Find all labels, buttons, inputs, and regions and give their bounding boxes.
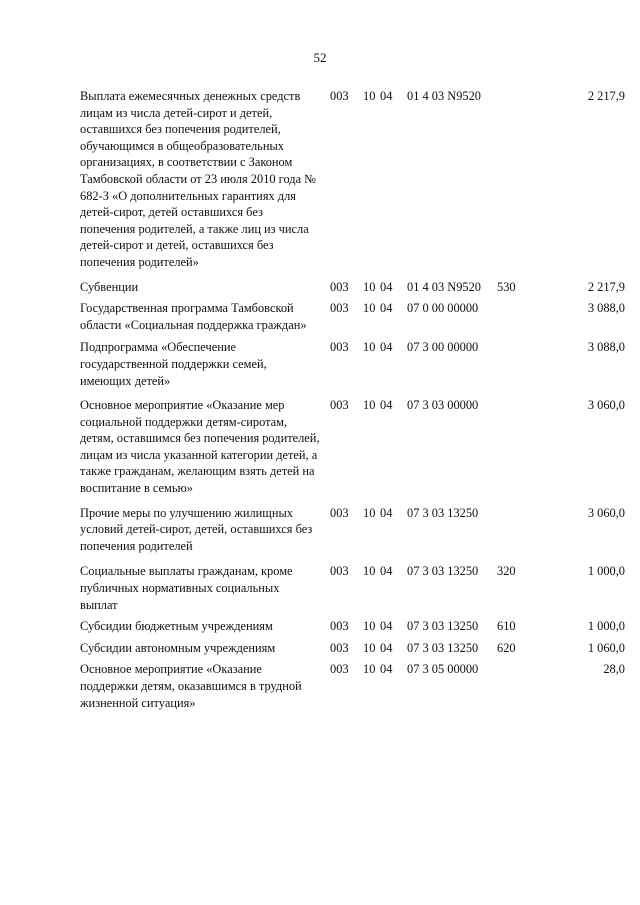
row-name: Подпрограмма «Обеспечение государственной поддержки семей, имеющих детей» (80, 340, 267, 388)
section-code: 10 (363, 301, 376, 316)
target-article-code: 01 4 03 N9520 (407, 279, 481, 294)
target-article-code: 07 3 03 13250 (407, 619, 479, 634)
table-row (80, 88, 625, 271)
ministry-code: 003 (330, 662, 349, 677)
table-row (80, 618, 625, 635)
target-article-code: 07 3 03 13250 (407, 640, 479, 655)
amount: 2 217,9 (587, 89, 625, 103)
target-article-code: 07 3 05 00000 (407, 662, 479, 677)
amount: 3 088,0 (587, 340, 625, 355)
section-code: 10 (363, 505, 376, 520)
table-row (80, 397, 625, 497)
ministry-code: 003 (330, 301, 349, 316)
table-row (80, 563, 625, 613)
target-article-code: 07 3 00 00000 (407, 340, 479, 355)
table-row (80, 300, 625, 333)
budget-table (80, 88, 625, 717)
row-name: Выплата ежемесячных денежных средств лицам из числа детей-сирот и детей, оставшихся без попечения родителей, обучающимся в общеобразовательных организациях, в соответствии с Законом Тамбовской области от 23 июля 2010 года № 682-З «О дополнительных гарантиях для детей-сирот, детей оставшихся без попечения родителей, а также лиц из числа детей-сирот и детей, оставшихся без попечения родителей» (80, 89, 317, 269)
expense-kind-code: 320 (497, 564, 516, 579)
ministry-code: 003 (330, 340, 349, 355)
subsection-code: 04 (380, 340, 393, 355)
ministry-code: 003 (330, 619, 349, 634)
ministry-code: 003 (330, 564, 349, 579)
table-row (80, 279, 625, 296)
target-article-code: 07 3 03 13250 (407, 564, 479, 579)
table-row (80, 339, 625, 389)
section-code: 10 (363, 564, 376, 579)
section-code: 10 (363, 619, 376, 634)
subsection-code: 04 (380, 279, 393, 294)
subsection-code: 04 (380, 505, 393, 520)
row-name: Основное мероприятие «Оказание поддержки детям, оказавшимся в трудной жизненной ситуация» (80, 662, 302, 710)
ministry-code: 003 (330, 640, 349, 655)
amount: 1 060,0 (587, 640, 625, 655)
table-row (80, 640, 625, 657)
table-row (80, 661, 625, 711)
subsection-code: 04 (380, 640, 393, 655)
target-article-code: 07 0 00 00000 (407, 301, 479, 316)
subsection-code: 04 (380, 398, 393, 413)
target-article-code: 07 3 03 00000 (407, 398, 479, 413)
section-code: 10 (363, 398, 376, 413)
amount: 1 000,0 (587, 564, 625, 579)
amount: 28,0 (603, 662, 625, 677)
target-article-code: 07 3 03 13250 (407, 505, 479, 520)
expense-kind-code: 620 (497, 640, 516, 655)
section-code: 10 (363, 662, 376, 677)
subsection-code: 04 (380, 89, 393, 103)
subsection-code: 04 (380, 619, 393, 634)
target-article-code: 01 4 03 N9520 (407, 89, 481, 103)
section-code: 10 (363, 640, 376, 655)
expense-kind-code: 610 (497, 619, 516, 634)
row-name: Субсидии бюджетным учреждениям (80, 619, 273, 634)
row-name: Государственная программа Тамбовской области «Социальная поддержка граждан» (80, 301, 307, 332)
row-name: Социальные выплаты гражданам, кроме публичных нормативных социальных выплат (80, 564, 293, 612)
subsection-code: 04 (380, 301, 393, 316)
ministry-code: 003 (330, 505, 349, 520)
section-code: 10 (363, 279, 376, 294)
ministry-code: 003 (330, 89, 349, 103)
amount: 3 060,0 (587, 398, 625, 413)
amount: 3 088,0 (587, 301, 625, 316)
subsection-code: 04 (380, 564, 393, 579)
section-code: 10 (363, 89, 376, 103)
subsection-code: 04 (380, 662, 393, 677)
row-name: Основное мероприятие «Оказание мер социальной поддержки детям-сиротам, детям, оставшимся без попечения родителей, лицам из числа указанной категории детей, а также гражданам, желающим взять детей на воспитание в семью» (80, 398, 320, 496)
amount: 1 000,0 (587, 619, 625, 634)
expense-kind-code: 530 (497, 279, 516, 294)
ministry-code: 003 (330, 398, 349, 413)
ministry-code: 003 (330, 279, 349, 294)
amount: 3 060,0 (587, 505, 625, 520)
page-number: 52 (313, 50, 327, 65)
amount: 2 217,9 (587, 279, 625, 294)
table-row (80, 505, 625, 555)
row-name: Субвенции (80, 279, 139, 294)
section-code: 10 (363, 340, 376, 355)
row-name: Субсидии автономным учреждениям (80, 640, 276, 655)
row-name: Прочие меры по улучшению жилищных условий детей-сирот, детей, оставшихся без попечения родителей (80, 505, 313, 553)
